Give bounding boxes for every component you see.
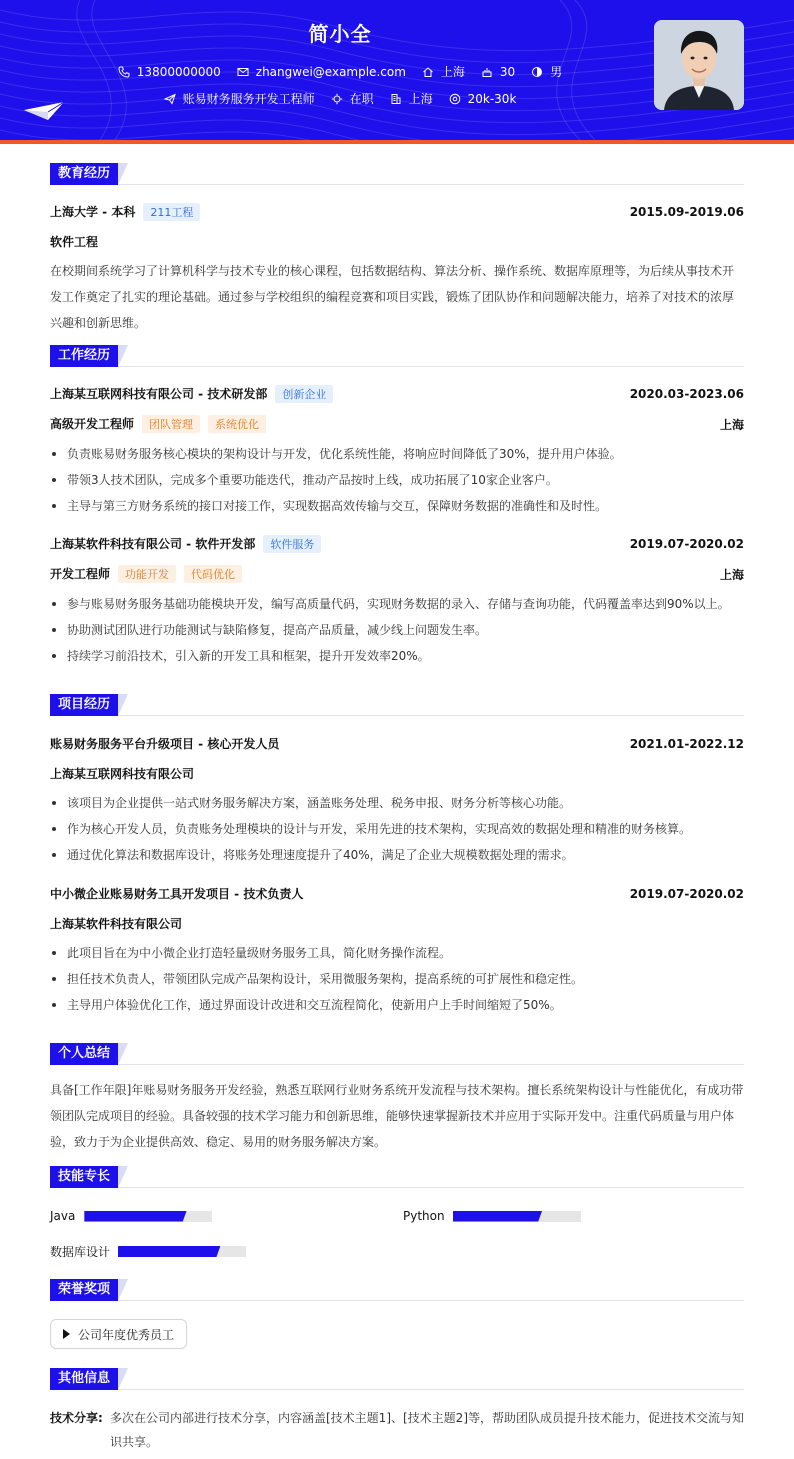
salary-text: 20k-30k bbox=[467, 91, 517, 106]
job-position-row bbox=[50, 415, 744, 433]
education-period: 2015.09-2019.06 bbox=[629, 205, 744, 219]
education-header bbox=[50, 163, 744, 185]
job-company: 上海某互联网科技有限公司 - 技术研发部 bbox=[50, 387, 268, 401]
project-name: 账易财务服务平台升级项目 - 核心开发人员 bbox=[50, 737, 280, 751]
skill-name: 数据库设计 bbox=[50, 1245, 111, 1259]
job-city: 上海 bbox=[719, 417, 744, 432]
list-item: 主导用户体验优化工作，通过界面设计改进和交互流程简化，使新用户上手时间缩短了50%。 bbox=[50, 992, 744, 1018]
skill-bar bbox=[453, 1211, 581, 1222]
skills-header bbox=[50, 1166, 744, 1188]
job-company-row bbox=[50, 535, 744, 553]
status-text: 在职 bbox=[349, 92, 374, 106]
project-name: 中小微企业账易财务工具开发项目 - 技术负责人 bbox=[50, 887, 304, 901]
work-header bbox=[50, 345, 744, 367]
project-company-row bbox=[50, 915, 744, 932]
skill-bar-fill bbox=[453, 1211, 543, 1222]
projects-title: 项目经历 bbox=[50, 694, 118, 716]
award-name: 公司年度优秀员工 bbox=[78, 1327, 175, 1342]
salary-icon bbox=[449, 93, 461, 105]
paper-plane-icon bbox=[24, 100, 66, 122]
list-item: 该项目为企业提供一站式财务服务解决方案，涵盖账务处理、税务申报、财务分析等核心功能。 bbox=[50, 790, 744, 816]
projects-section bbox=[50, 694, 744, 1012]
city-text: 上海 bbox=[440, 65, 465, 79]
job-tag: 功能开发 bbox=[118, 565, 176, 583]
send-icon bbox=[164, 93, 176, 105]
list-item: 主导与第三方财务系统的接口对接工作，实现数据高效传输与交互，保障财务数据的准确性和及时性。 bbox=[50, 493, 744, 519]
list-item: 参与账易财务服务基础功能模块开发，编写高质量代码，实现财务数据的录入、存储与查询功能，代码覆盖率达到90%以上。 bbox=[50, 591, 744, 617]
project-company-row bbox=[50, 765, 744, 782]
school-name: 上海大学 - 本科 bbox=[50, 205, 136, 219]
other-item bbox=[50, 1406, 744, 1454]
avatar bbox=[654, 20, 744, 110]
phone-item bbox=[118, 65, 221, 79]
job-position-row bbox=[50, 565, 744, 583]
email-item bbox=[237, 65, 406, 79]
job-intent-row bbox=[0, 90, 680, 107]
gender-item bbox=[531, 63, 562, 80]
list-item: 通过优化算法和数据库设计，将账务处理速度提升了40%，满足了企业大规模数据处理的需求。 bbox=[50, 842, 744, 868]
resume-header bbox=[0, 0, 794, 140]
work-title: 工作经历 bbox=[50, 345, 118, 367]
skill-name: Java bbox=[50, 1209, 76, 1223]
summary-header bbox=[50, 1043, 744, 1065]
candidate-name: 简小全 bbox=[308, 22, 372, 46]
project-company: 上海某软件科技有限公司 bbox=[50, 917, 183, 931]
education-title: 教育经历 bbox=[50, 163, 118, 185]
major-row bbox=[50, 233, 744, 250]
phone-icon bbox=[118, 66, 130, 78]
list-item: 担任技术负责人，带领团队完成产品架构设计，采用微服务架构，提高系统的可扩展性和稳定性。 bbox=[50, 966, 744, 992]
skill-bar-fill bbox=[84, 1211, 186, 1222]
education-description: 在校期间系统学习了计算机科学与技术专业的核心课程，包括数据结构、算法分析、操作系统、数据库原理等，为后续从事技术开发工作奠定了扎实的理论基础。通过参与学校组织的编程竞赛和项目实践，锻炼了团队协作和问题解决能力，培养了对技术的浓厚兴趣和创新思维。 bbox=[50, 264, 735, 330]
awards-section bbox=[50, 1279, 744, 1342]
list-item: 作为核心开发人员，负责账务处理模块的设计与开发，采用先进的技术架构，实现高效的数据处理和精准的财务核算。 bbox=[50, 816, 744, 842]
header-accent-line bbox=[0, 140, 794, 144]
mail-icon bbox=[237, 66, 249, 78]
salary-item bbox=[449, 92, 517, 106]
job-position: 开发工程师 bbox=[50, 567, 111, 581]
gender-icon bbox=[531, 66, 543, 78]
project-row bbox=[50, 885, 744, 902]
other-text: 多次在公司内部进行技术分享，内容涵盖[技术主题1]、[技术主题2]等，帮助团队成员提升技术能力，促进技术交流与知识共享。 bbox=[110, 1411, 745, 1449]
skill-bar bbox=[118, 1246, 246, 1257]
job-tag: 系统优化 bbox=[208, 415, 266, 433]
gender-text: 男 bbox=[550, 65, 563, 79]
skill-item bbox=[403, 1209, 581, 1223]
other-header bbox=[50, 1368, 744, 1390]
home-icon bbox=[422, 66, 434, 78]
job-company: 上海某软件科技有限公司 - 软件开发部 bbox=[50, 537, 256, 551]
skills-section bbox=[50, 1166, 744, 1259]
skill-item bbox=[50, 1209, 212, 1223]
job-period: 2020.03-2023.06 bbox=[629, 387, 744, 401]
other-section bbox=[50, 1368, 745, 1449]
list-item: 此项目旨在为中小微企业打造轻量级财务服务工具，简化财务操作流程。 bbox=[50, 940, 744, 966]
job-company-tag: 创新企业 bbox=[275, 385, 333, 403]
summary-title: 个人总结 bbox=[50, 1043, 118, 1065]
summary-section bbox=[50, 1043, 744, 1149]
list-item: 负责账易财务服务核心模块的架构设计与开发，优化系统性能，将响应时间降低了30%，提升用户体验。 bbox=[50, 441, 744, 467]
list-item: 持续学习前沿技术，引入新的开发工具和框架，提升开发效率20%。 bbox=[50, 643, 744, 669]
job-title-item bbox=[164, 90, 315, 107]
job-tag: 团队管理 bbox=[142, 415, 200, 433]
job-bullets bbox=[50, 591, 744, 669]
education-row bbox=[50, 203, 744, 221]
list-item: 带领3人技术团队，完成多个重要功能迭代，推动产品按时上线，成功拓展了10家企业客户。 bbox=[50, 467, 744, 493]
job-company-tag: 软件服务 bbox=[263, 535, 321, 553]
projects-header bbox=[50, 694, 744, 716]
education-section bbox=[50, 163, 744, 330]
project-company: 上海某互联网科技有限公司 bbox=[50, 767, 195, 781]
building-icon bbox=[390, 93, 402, 105]
skill-bar bbox=[84, 1211, 212, 1222]
major-name: 软件工程 bbox=[50, 235, 99, 249]
status-icon bbox=[331, 93, 343, 105]
work-city-text: 上海 bbox=[408, 92, 433, 106]
age-item bbox=[481, 65, 515, 79]
other-title: 其他信息 bbox=[50, 1368, 118, 1390]
project-bullets bbox=[50, 940, 744, 1018]
awards-header bbox=[50, 1279, 744, 1301]
skill-name: Python bbox=[403, 1209, 445, 1223]
email-text: zhangwei@example.com bbox=[255, 64, 406, 79]
job-tag: 代码优化 bbox=[184, 565, 242, 583]
skills-title: 技能专长 bbox=[50, 1166, 118, 1188]
job-company-row bbox=[50, 385, 744, 403]
summary-text: 具备[工作年限]年账易财务服务开发经验，熟悉互联网行业财务系统开发流程与技术架构。擅长系统架构设计与性能优化，有成功带领团队完成项目的经验。具备较强的技术学习能力和创新思维，能够快速掌握新技术并应用于实际开发中。注重代码质量与用户体验，致力于为企业提供高效、稳定、易用的财务服务解决方案。 bbox=[50, 1083, 744, 1149]
project-period: 2019.07-2020.02 bbox=[629, 886, 744, 901]
awards-title: 荣誉奖项 bbox=[50, 1279, 118, 1301]
phone-text: 13800000000 bbox=[136, 64, 221, 79]
work-section bbox=[50, 345, 744, 663]
skill-item bbox=[50, 1243, 246, 1260]
age-text: 30 bbox=[499, 64, 516, 79]
city-item bbox=[422, 63, 465, 80]
project-row bbox=[50, 735, 744, 752]
job-period: 2019.07-2020.02 bbox=[629, 537, 744, 551]
school-tag: 211工程 bbox=[143, 203, 200, 221]
avatar-portrait-icon bbox=[654, 20, 744, 110]
status-item bbox=[331, 90, 374, 107]
job-city: 上海 bbox=[719, 567, 744, 582]
job-bullets bbox=[50, 441, 744, 519]
other-label: 技术分享: bbox=[50, 1411, 103, 1425]
job-title-text: 账易财务服务开发工程师 bbox=[182, 92, 315, 106]
list-item: 协助测试团队进行功能测试与缺陷修复，提高产品质量，减少线上问题发生率。 bbox=[50, 617, 744, 643]
cake-icon bbox=[481, 66, 493, 78]
award-item[interactable] bbox=[50, 1319, 187, 1349]
contact-row bbox=[0, 63, 680, 80]
project-bullets bbox=[50, 790, 744, 868]
work-city-item bbox=[390, 90, 433, 107]
job-position: 高级开发工程师 bbox=[50, 417, 135, 431]
play-triangle-icon bbox=[63, 1329, 70, 1339]
skill-bar-fill bbox=[118, 1246, 220, 1257]
project-period: 2021.01-2022.12 bbox=[629, 736, 744, 751]
